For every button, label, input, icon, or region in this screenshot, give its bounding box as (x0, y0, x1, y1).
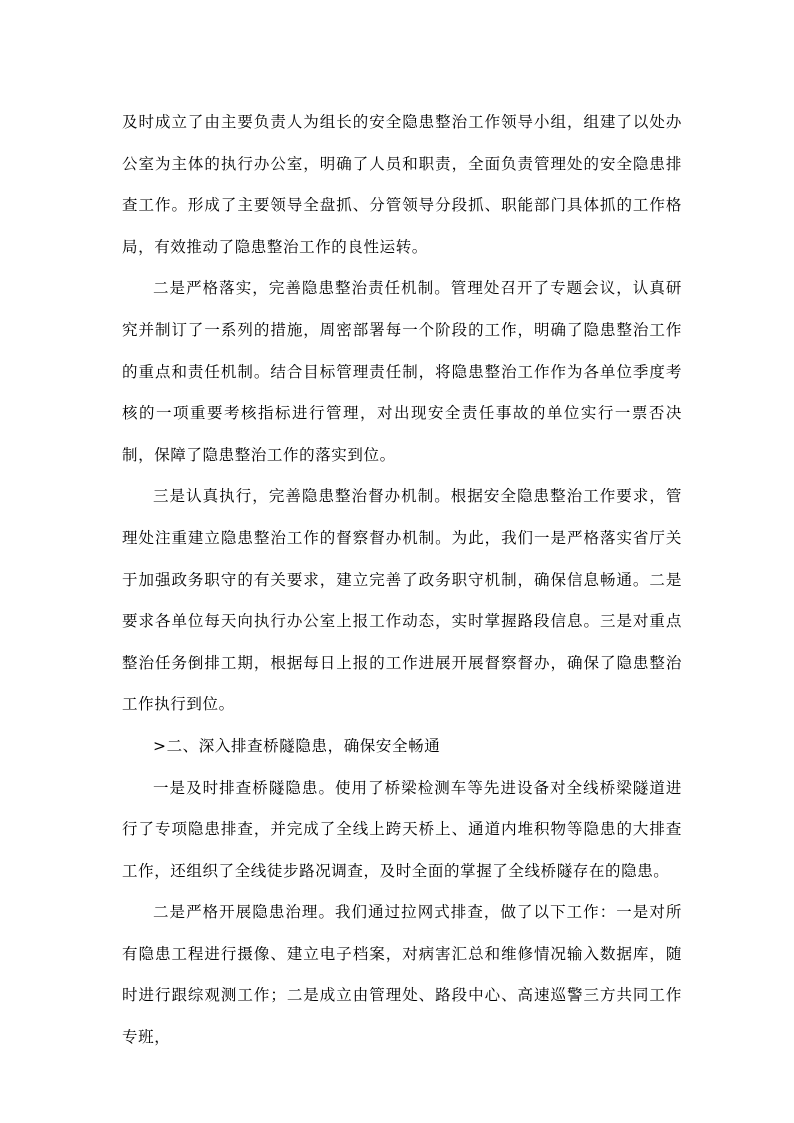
paragraph-3: 三是认真执行，完善隐患整治督办机制。根据安全隐患整治工作要求，管理处注重建立隐患整治工作的督察督办机制。为此，我们一是严格落实省厅关于加强政务职守的有关要求，建立完善了政务职守机制，确保信息畅通。二是要求各单位每天向执行办公室上报工作动态，实时掌握路段信息。三是对重点整治任务倒排工期，根据每日上报的工作进展开展督察督办，确保了隐患整治工作执行到位。 (122, 487, 682, 714)
paragraph-4: 一是及时排查桥隧隐患。使用了桥梁检测车等先进设备对全线桥梁隧道进行了专项隐患排查，并完成了全线上跨天桥上、通道内堆积物等隐患的大排查工作，还组织了全线徒步路况调查，及时全面的掌握了全线桥隧存在的隐患。 (122, 778, 682, 880)
paragraph-2: 二是严格落实，完善隐患整治责任机制。管理处召开了专题会议，认真研究并制订了一系列的措施，周密部署每一个阶段的工作，明确了隐患整治工作的重点和责任机制。结合目标管理责任制，将隐患整治工作作为各单位季度考核的一项重要考核指标进行管理，对出现安全责任事故的单位实行一票否决制，保障了隐患整治工作的落实到位。 (122, 279, 682, 464)
paragraph-5: 二是严格开展隐患治理。我们通过拉网式排查，做了以下工作：一是对所有隐患工程进行摄像、建立电子档案，对病害汇总和维修情况输入数据库，随时进行跟综观测工作；二是成立由管理处、路段中心、高速巡警三方共同工作专班， (122, 903, 682, 1047)
document-body (122, 102, 682, 1059)
section-heading: >二、深入排查桥隧隐患，确保安全畅通 (153, 736, 441, 755)
paragraph-1: 及时成立了由主要负责人为组长的安全隐患整治工作领导小组，组建了以处办公室为主体的执行办公室，明确了人员和职责，全面负责管理处的安全隐患排查工作。形成了主要领导全盘抓、分管领导分段抓、职能部门具体抓的工作格局，有效推动了隐患整治工作的良性运转。 (122, 113, 682, 256)
